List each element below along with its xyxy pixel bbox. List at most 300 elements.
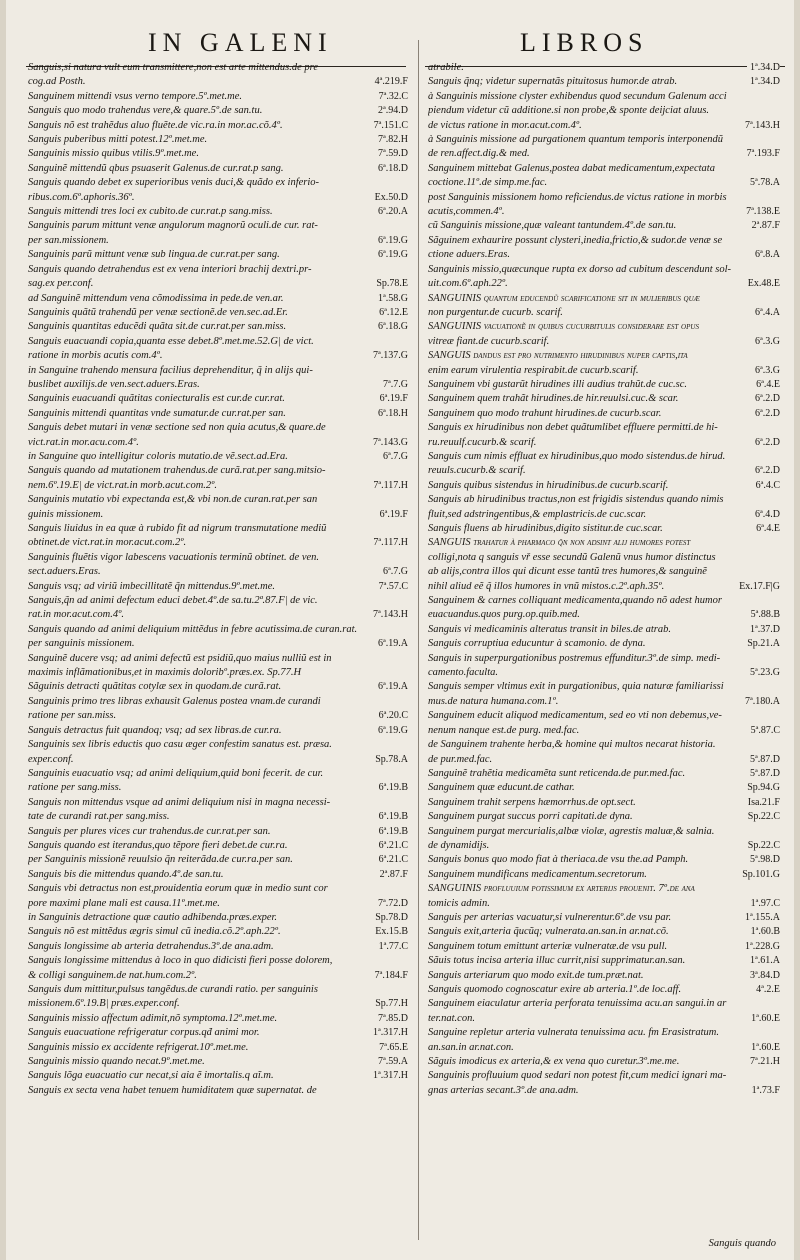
index-entry	[28, 738, 408, 752]
index-entry	[28, 263, 408, 277]
entry-reference: 6ª.21.C	[376, 839, 408, 853]
entry-text: an.san.in ar.nat.con.	[428, 1041, 514, 1053]
index-entry	[428, 464, 780, 478]
entry-text: Sanguis ab hirudinibus tractus,non est frigidis sistendus quando nimis	[428, 494, 724, 506]
entry-text: maximis inflãmationibus,et in maximis doloribº.præs.ex. Sp.77.H	[28, 667, 302, 679]
entry-text: Sãguinis detracti quãtitas cotylæ sex in quodam.de curã.rat.	[28, 681, 282, 693]
entry-text: Sanguinis parũ mittunt venæ sub lingua.de cur.rat.per sang.	[28, 249, 280, 261]
entry-text: obtinet.de vict.rat.in mor.acut.com.2º.	[28, 537, 187, 549]
entry-text: Sãguinem exhaurire possunt clysteri,inedia,frictio,& sudor.de venæ se	[428, 234, 723, 246]
entry-text: per Sanguinis missionẽ reuulsio q̃n reiterãda.de cur.ra.per san.	[28, 854, 293, 866]
entry-reference: 3ª.84.D	[747, 969, 780, 983]
index-entry	[428, 709, 780, 723]
index-entry	[428, 263, 780, 277]
entry-reference: 1ª.317.H	[370, 1069, 408, 1083]
entry-text: SANGUINIS profluuium potissimum ex arterijs prouenit. 7º.de ana	[428, 883, 695, 895]
entry-reference: 1ª.37.D	[747, 623, 780, 637]
entry-reference: 2ª.87.F	[377, 868, 408, 882]
entry-text: euacuandus.quos purg.op.quib.med.	[428, 609, 580, 621]
index-entry	[28, 637, 408, 651]
entry-reference: 7ª.151.C	[371, 119, 408, 133]
index-column-left	[28, 61, 408, 1098]
index-entry	[428, 522, 780, 536]
index-entry	[28, 781, 408, 795]
index-entry	[28, 493, 408, 507]
entry-text: Sanguis quibus sistendus in hirudinibus.de cucurb.scarif.	[428, 479, 669, 491]
index-entry	[28, 767, 408, 781]
index-entry	[428, 61, 780, 75]
index-entry	[28, 234, 408, 248]
index-entry	[28, 623, 408, 637]
entry-reference: 7ª.193.F	[744, 147, 780, 161]
entry-text: exper.conf.	[28, 753, 74, 765]
running-head	[0, 8, 800, 58]
index-entry	[28, 594, 408, 608]
entry-text: Sanguis per plures vices cur trahendus.de cur.rat.per san.	[28, 825, 271, 837]
index-entry	[28, 61, 408, 75]
entry-reference: 6ª.4.E	[753, 522, 780, 536]
entry-text: Sanguinem eiaculatur arteria perforata tenuissima acu.an sangui.in ar	[428, 998, 727, 1010]
entry-text: uit.com.6º.aph.22º.	[428, 278, 508, 290]
index-entry	[428, 450, 780, 464]
entry-text: atrabile.	[428, 62, 464, 73]
index-entry	[428, 997, 780, 1011]
index-entry	[28, 147, 408, 161]
entry-text: de pur.med.fac.	[428, 753, 493, 765]
index-entry	[28, 825, 408, 839]
index-entry	[428, 969, 780, 983]
entry-reference: Ex.48.E	[745, 277, 780, 291]
entry-text: Sanguis detractus fuit quandoq; vsq; ad sex libras.de cur.ra.	[28, 724, 282, 736]
index-entry	[428, 205, 780, 219]
entry-text: ab alijs,contra illos qui dicunt esse tantũ tres humores,& sanguinẽ	[428, 566, 707, 578]
index-entry	[28, 1084, 408, 1098]
entry-reference: 1ª.34.D	[747, 61, 780, 75]
entry-text: ru.reuulf.cucurb.& scarif.	[428, 436, 537, 448]
index-entry	[428, 493, 780, 507]
page-edge-left	[0, 0, 6, 1260]
index-entry	[28, 133, 408, 147]
entry-text: Sanguis quando ad mutationem trahendus.de curã.rat.per sang.mitsio-	[28, 465, 326, 477]
entry-reference: Sp.78.E	[373, 277, 408, 291]
index-entry	[428, 508, 780, 522]
index-entry	[28, 522, 408, 536]
index-entry	[28, 90, 408, 104]
entry-reference: 7ª.21.H	[747, 1055, 780, 1069]
entry-reference: 6ª.20.A	[375, 205, 408, 219]
index-entry	[28, 839, 408, 853]
entry-reference: 6ª.21.C	[376, 853, 408, 867]
index-entry	[428, 90, 780, 104]
index-entry	[428, 479, 780, 493]
index-entry	[428, 1084, 780, 1098]
entry-text: Sanguis ex secta vena habet tenuem humiditatem quæ supernatat. de	[28, 1084, 317, 1096]
index-entry	[428, 868, 780, 882]
index-entry	[28, 205, 408, 219]
entry-reference: Sp.78.D	[372, 911, 408, 925]
index-entry	[428, 234, 780, 248]
index-entry	[28, 983, 408, 997]
entry-text: & colligi sanguinem.de nat.hum.com.2º.	[28, 969, 197, 981]
entry-reference: 5ª.78.A	[747, 176, 780, 190]
index-entry	[28, 119, 408, 133]
entry-text: non purgentur.de cucurb. scarif.	[428, 306, 563, 318]
index-entry	[428, 364, 780, 378]
entry-text: Sanguinem quo modo trahunt hirudines.de cucurb.scar.	[428, 407, 662, 419]
index-entry	[428, 724, 780, 738]
entry-text: in Sanguine trahendo mensura facilius deprehenditur, q̃ in alijs qui-	[28, 364, 313, 376]
entry-reference: 6ª.2.D	[752, 392, 780, 406]
entry-reference: 7ª.184.F	[372, 969, 408, 983]
entry-text: Sanguis arteriarum quo modo exit.de tum.præt.nat.	[428, 969, 644, 981]
entry-reference: 4ª.219.F	[372, 75, 408, 89]
entry-text: Sanguis nõ est mittẽdus ægris simul cũ inedia.cõ.2º.aph.22º.	[28, 926, 281, 938]
entry-text: ctione aduers.Eras.	[428, 249, 510, 261]
entry-text: Sanguinis missio affectum adimit,nõ symptoma.12º.met.me.	[28, 1012, 278, 1024]
index-entry	[428, 839, 780, 853]
entry-text: Sanguis longissime mittendus à loco in quo didicisti fieri posse dolorem,	[28, 955, 333, 967]
entry-text: sag.ex per.conf.	[28, 278, 94, 290]
entry-text: ribus.com.6º.aphoris.36º.	[28, 191, 135, 203]
entry-text: Sanguis vsq; ad viriũ imbecillitatẽ q̃n mittendus.9º.met.me.	[28, 580, 276, 592]
entry-text: Sanguinis missio,quæcunque rupta ex dorso ad cubitum descendunt sol-	[428, 263, 732, 275]
running-head-right: LIBROS	[520, 28, 649, 57]
entry-reference: Sp.101.G	[739, 868, 780, 882]
entry-text: Sanguis euacuandi copia,quanta esse debet.8º.met.me.52.G| de vict.	[28, 335, 314, 347]
index-entry	[428, 349, 780, 363]
entry-text: Sanguis debet mutari in venæ sectione sed non quia acutus,& quare.de	[28, 422, 326, 434]
entry-text: Sanguinem quæ educunt.de cathar.	[428, 782, 575, 794]
entry-text: ratione in morbis acutis com.4º.	[28, 350, 163, 362]
entry-reference: 6ª.18.H	[375, 407, 408, 421]
entry-text: Sanguis corruptiua educuntur à scamonio. de dyna.	[428, 638, 646, 650]
entry-text: Sanguis bonus quo modo fiat à theriaca.de vsu the.ad Pamph.	[428, 854, 689, 866]
catchword: Sanguis quando	[708, 1238, 776, 1249]
index-entry	[428, 897, 780, 911]
entry-reference: 1ª.73.F	[749, 1084, 780, 1098]
index-entry	[428, 75, 780, 89]
entry-reference: Sp.21.A	[744, 637, 780, 651]
entry-reference: 6ª.19.A	[375, 637, 408, 651]
index-entry	[28, 724, 408, 738]
entry-reference: 6ª.19.G	[375, 234, 408, 248]
entry-text: Sanguis euacuatione refrigeratur corpus.qđ animi mor.	[28, 1027, 260, 1039]
index-entry	[28, 868, 408, 882]
index-entry	[28, 464, 408, 478]
entry-reference: 7ª.143.G	[370, 436, 408, 450]
entry-text: de ren.affect.dig.& med.	[428, 148, 530, 160]
index-entry	[28, 796, 408, 810]
entry-reference: 6ª.18.D	[375, 162, 408, 176]
entry-text: Sanguinis mutatio vbi expectanda est,& vbi non.de curan.rat.per san	[28, 494, 318, 506]
entry-reference: 6ª.12.E	[376, 306, 408, 320]
index-entry	[28, 450, 408, 464]
index-entry	[28, 810, 408, 824]
entry-text: Sanguinis fluẽtis vigor labescens vacuationis terminũ obtinet. de ven.	[28, 551, 320, 563]
index-entry	[28, 219, 408, 233]
entry-text: Sanguinem mittebat Galenus,postea dabat medicamentum,expectata	[428, 162, 715, 174]
index-entry	[28, 940, 408, 954]
entry-text: tate de curandi rat.per sang.miss.	[28, 811, 170, 823]
index-entry	[428, 925, 780, 939]
entry-text: Sanguis dum mittitur,pulsus tangẽdus.de curandi ratio. per sanguinis	[28, 984, 318, 995]
index-entry	[28, 551, 408, 565]
index-entry	[428, 176, 780, 190]
index-entry	[28, 349, 408, 363]
index-entry	[428, 392, 780, 406]
index-entry	[428, 911, 780, 925]
entry-text: Sanguinem purgat succus porri capitati.de dyna.	[428, 811, 633, 823]
entry-text: in Sanguine quo intelligitur coloris mutatio.de vẽ.sect.ad.Era.	[28, 450, 288, 462]
index-entry	[28, 897, 408, 911]
entry-reference: 6ª.19.F	[377, 392, 408, 406]
entry-reference: 6ª.4.C	[753, 479, 780, 493]
entry-text: pore maximi plane mali est causa.11º.met.me.	[28, 897, 220, 909]
entry-reference: 6ª.4.D	[752, 508, 780, 522]
entry-text: Sanguinis missio quibus vtilis.9º.met.me.	[28, 148, 199, 160]
entry-text: Sanguinem & carnes colliquant medicamenta,quando nõ adest humor	[428, 595, 722, 607]
entry-reference: 7ª.180.A	[742, 695, 780, 709]
entry-reference: 6ª.19.F	[377, 508, 408, 522]
entry-text: Sanguis longissime ab arteria detrahendus.3º.de ana.adm.	[28, 940, 274, 952]
entry-text: mus.de natura humana.com.1º.	[428, 695, 559, 707]
index-entry	[28, 277, 408, 291]
index-entry	[428, 637, 780, 651]
index-entry	[28, 925, 408, 939]
entry-text: ratione per sang.miss.	[28, 782, 122, 794]
index-entry	[28, 536, 408, 550]
entry-reference: 1ª.77.C	[376, 940, 408, 954]
index-entry	[428, 680, 780, 694]
entry-reference: 7ª.138.E	[743, 205, 780, 219]
entry-reference: 7ª.59.D	[375, 147, 408, 161]
entry-text: Sanguis quo modo trahendus vere,& quare.5º.de san.tu.	[28, 105, 263, 117]
entry-text: Sanguinis quãtũ trahendũ per venæ sectionẽ.de ven.sec.ad.Er.	[28, 306, 288, 318]
entry-text: gnas arterias secant.3º.de ana.adm.	[428, 1084, 579, 1096]
index-entry	[428, 695, 780, 709]
entry-text: per san.missionem.	[28, 234, 109, 246]
entry-reference: 1ª.155.A	[742, 911, 780, 925]
entry-text: Sanguinis quantitas educẽdi quãta sit.de cur.rat.per san.miss.	[28, 321, 287, 333]
entry-reference: Sp.77.H	[372, 997, 408, 1011]
index-entry	[28, 176, 408, 190]
entry-reference: 7ª.72.D	[375, 897, 408, 911]
entry-reference: 6ª.18.G	[375, 320, 408, 334]
index-entry	[428, 191, 780, 205]
index-entry	[428, 853, 780, 867]
entry-reference: 7ª.85.D	[375, 1012, 408, 1026]
index-entry	[28, 364, 408, 378]
index-entry	[428, 940, 780, 954]
entry-reference: 5ª.23.G	[747, 666, 780, 680]
index-entry	[28, 969, 408, 983]
entry-text: buslibet auxilijs.de ven.sect.aduers.Eras.	[28, 378, 200, 390]
entry-reference: 7ª.137.G	[370, 349, 408, 363]
index-entry	[28, 292, 408, 306]
index-entry	[28, 853, 408, 867]
entry-text: cog.ad Posth.	[28, 76, 86, 88]
entry-text: Sanguis q̃nq; videtur supernatãs pituitosus humor.de atrab.	[428, 76, 678, 88]
index-entry	[428, 551, 780, 565]
entry-text: vict.rat.in mor.acu.com.4º.	[28, 436, 139, 448]
entry-text: Sanguinis primo tres libras exhausit Galenus postea vnam.de curandi	[28, 695, 321, 707]
entry-text: Sanguinem totum emittunt arteriæ vulneratæ.de vsu pull.	[428, 940, 668, 952]
entry-reference: 4ª.2.E	[753, 983, 780, 997]
entry-reference: Sp.78.A	[372, 753, 408, 767]
index-entry	[28, 709, 408, 723]
index-entry	[428, 753, 780, 767]
index-entry	[428, 1069, 780, 1083]
entry-text: Sanguinẽ mittendũ qbus psuaserit Galenus.de cur.rat.p sang.	[28, 162, 284, 174]
entry-text: coctione.11º.de simp.me.fac.	[428, 177, 548, 189]
entry-text: Sãguis imodicus ex arteria,& ex vena quo curetur.3º.me.me.	[428, 1056, 680, 1068]
entry-text: Sanguinis profluuium quod sedari non potest fit,cum medici ignari ma-	[428, 1070, 727, 1082]
entry-text: Sanguis quando ad animi deliquium mittẽdus in febre acutissima.de curan.rat.	[28, 623, 358, 635]
entry-reference: 7ª.59.A	[375, 1055, 408, 1069]
entry-text: SANGUIS dandus est pro nutrimento hirudinibus nuper captis,ita	[428, 350, 688, 362]
index-entry	[428, 882, 780, 896]
entry-text: post Sanguinis missionem homo reficiendus.de victus ratione in morbis	[428, 191, 727, 203]
entry-reference: Sp.22.C	[745, 839, 780, 853]
index-entry	[428, 133, 780, 147]
index-entry	[28, 911, 408, 925]
entry-reference: 6ª.19.G	[375, 724, 408, 738]
index-entry	[28, 306, 408, 320]
entry-text: Sanguis,q̃n ad animi defectum educi debet.4º.de sa.tu.2ª.87.F| de vic.	[28, 595, 318, 607]
entry-text: Sanguis in superpurgationibus postremus effunditur.3º.de simp. medi-	[428, 652, 721, 664]
entry-reference: 7ª.117.H	[370, 479, 408, 493]
index-entry	[28, 436, 408, 450]
entry-text: guinis missionem.	[28, 508, 104, 520]
entry-reference: 5ª.87.C	[748, 724, 780, 738]
index-entry	[428, 104, 780, 118]
index-entry	[28, 652, 408, 666]
index-entry	[28, 666, 408, 680]
index-entry	[428, 162, 780, 176]
entry-text: rat.in mor.acut.com.4º.	[28, 609, 125, 621]
entry-text: Sãuis totus incisa arteria illuc currit,nisi supprimatur.an.san.	[428, 955, 686, 967]
entry-reference: 2ª.87.F	[749, 219, 780, 233]
entry-text: acutis,commen.4º.	[428, 206, 505, 218]
index-entry	[428, 1055, 780, 1069]
entry-text: cũ Sanguinis missione,quæ valeant tantundem.4º.de san.tu.	[428, 220, 677, 232]
index-entry	[428, 983, 780, 997]
entry-reference: 6ª.4.A	[752, 306, 780, 320]
entry-reference: 1ª.60.E	[748, 1012, 780, 1026]
index-entry	[28, 335, 408, 349]
index-entry	[428, 1041, 780, 1055]
index-entry	[28, 508, 408, 522]
index-entry	[428, 580, 780, 594]
entry-text: Sanguinẽ ducere vsq; ad animi defectũ est psidiũ,quo maius nulliũ est in	[28, 652, 332, 664]
entry-reference: 5ª.87.D	[747, 753, 780, 767]
index-entry	[428, 407, 780, 421]
entry-text: Sanguinis mittendi quantitas vnde sumatur.de cur.rat.per san.	[28, 407, 286, 419]
entry-text: Sanguis quando est iterandus,quo tẽpore fieri debet.de cur.ra.	[28, 839, 288, 851]
index-entry	[428, 378, 780, 392]
column-divider	[418, 40, 419, 1240]
entry-text: Sanguis quomodo cognoscatur exire ab arteria.1º.de loc.aff.	[428, 984, 682, 995]
index-entry	[28, 1012, 408, 1026]
entry-text: Sanguinis sex libris eductis quo casu æger confestim sanatus est. præsa.	[28, 739, 332, 751]
index-entry	[28, 753, 408, 767]
entry-reference: 6ª.2.D	[752, 464, 780, 478]
entry-text: Sanguinem mittendi vsus verno tempore.5º.met.me.	[28, 90, 242, 102]
entry-reference: 5ª.88.B	[748, 608, 780, 622]
index-entry	[428, 147, 780, 161]
index-entry	[28, 248, 408, 262]
entry-reference: 6ª.2.D	[752, 436, 780, 450]
entry-reference: 6ª.19.B	[376, 825, 408, 839]
entry-text: vitreæ fiant.de cucurb.scarif.	[428, 335, 550, 347]
entry-text: de victus ratione in mor.acut.com.4º.	[428, 119, 582, 131]
index-entry	[428, 825, 780, 839]
index-entry	[28, 997, 408, 1011]
index-entry	[28, 407, 408, 421]
entry-text: Sanguis bis die mittendus quando.4º.de san.tu.	[28, 868, 224, 880]
index-entry	[28, 392, 408, 406]
entry-reference: 1ª.58.G	[375, 292, 408, 306]
entry-text: Sanguinis missio quando necat.9º.met.me.	[28, 1056, 205, 1068]
entry-reference: 7ª.57.C	[376, 580, 408, 594]
index-entry	[28, 565, 408, 579]
index-entry	[428, 421, 780, 435]
entry-reference: 6ª.2.D	[752, 407, 780, 421]
entry-reference: 6ª.8.A	[752, 248, 780, 262]
entry-text: sect.aduers.Eras.	[28, 566, 101, 578]
entry-text: Sanguis cum nimis effluat ex hirudinibus,quo modo sistendus.de hirud.	[428, 450, 726, 462]
entry-reference: 6ª.19.A	[375, 680, 408, 694]
entry-text: ter.nat.con.	[428, 1012, 475, 1024]
entry-text: Sanguinis euacuandi quãtitas coniecturalis est cur.de cur.rat.	[28, 393, 285, 405]
entry-text: Sanguis,si natura vult eum transmittere,non est arte mittendus.de pre	[28, 62, 318, 73]
entry-text: nihil aliud eẽ q̃ illos humores in vnũ mistos.c.2º.aph.35º.	[428, 580, 665, 592]
entry-reference: 5ª.98.D	[747, 853, 780, 867]
index-entry	[28, 882, 408, 896]
entry-reference: 7ª.117.H	[370, 536, 408, 550]
entry-text: Sanguinẽ trahẽtia medicamẽta sunt reticenda.de pur.med.fac.	[428, 767, 686, 779]
entry-text: SANGUINIS quantum educendũ scarificatione sit in mulieribus quæ	[428, 292, 700, 304]
entry-text: Sanguine repletur arteria vulnerata tenuissima acu. fm Erasistratum.	[428, 1027, 719, 1039]
entry-reference: 1ª.34.D	[747, 75, 780, 89]
entry-text: Sanguinem educit aliquod medicamentum, sed eo vti non debemus,ve-	[428, 710, 722, 722]
entry-text: à Sanguinis missione ad purgationem quantum temporis interponendũ	[428, 134, 724, 146]
entry-reference: Ex.15.B	[372, 925, 408, 939]
entry-reference: Sp.22.C	[745, 810, 780, 824]
index-entry	[428, 306, 780, 320]
entry-reference: 7ª.82.H	[375, 133, 408, 147]
index-entry	[428, 248, 780, 262]
index-entry	[428, 335, 780, 349]
index-entry	[28, 104, 408, 118]
entry-text: Sanguis per arterias vacuatur,si vulnerentur.6º.de vsu par.	[428, 911, 672, 923]
entry-text: Sanguis exit,arteria q̃ucũq; vulnerata.an.san.in ar.nat.cõ.	[428, 926, 669, 938]
index-entry	[428, 810, 780, 824]
index-entry	[428, 796, 780, 810]
entry-reference: 7ª.143.H	[370, 608, 408, 622]
index-entry	[28, 580, 408, 594]
index-column-right	[428, 61, 780, 1098]
entry-reference: 7ª.32.C	[376, 90, 408, 104]
index-entry	[428, 781, 780, 795]
index-entry	[428, 954, 780, 968]
entry-reference: Ex.17.F|G	[736, 580, 780, 594]
entry-text: camento.faculta.	[428, 667, 498, 679]
index-entry	[428, 292, 780, 306]
entry-text: Sanguis quando debet ex superioribus venis duci,& quãdo ex inferio-	[28, 177, 320, 189]
index-entry	[428, 608, 780, 622]
page-edge-right	[794, 0, 800, 1260]
